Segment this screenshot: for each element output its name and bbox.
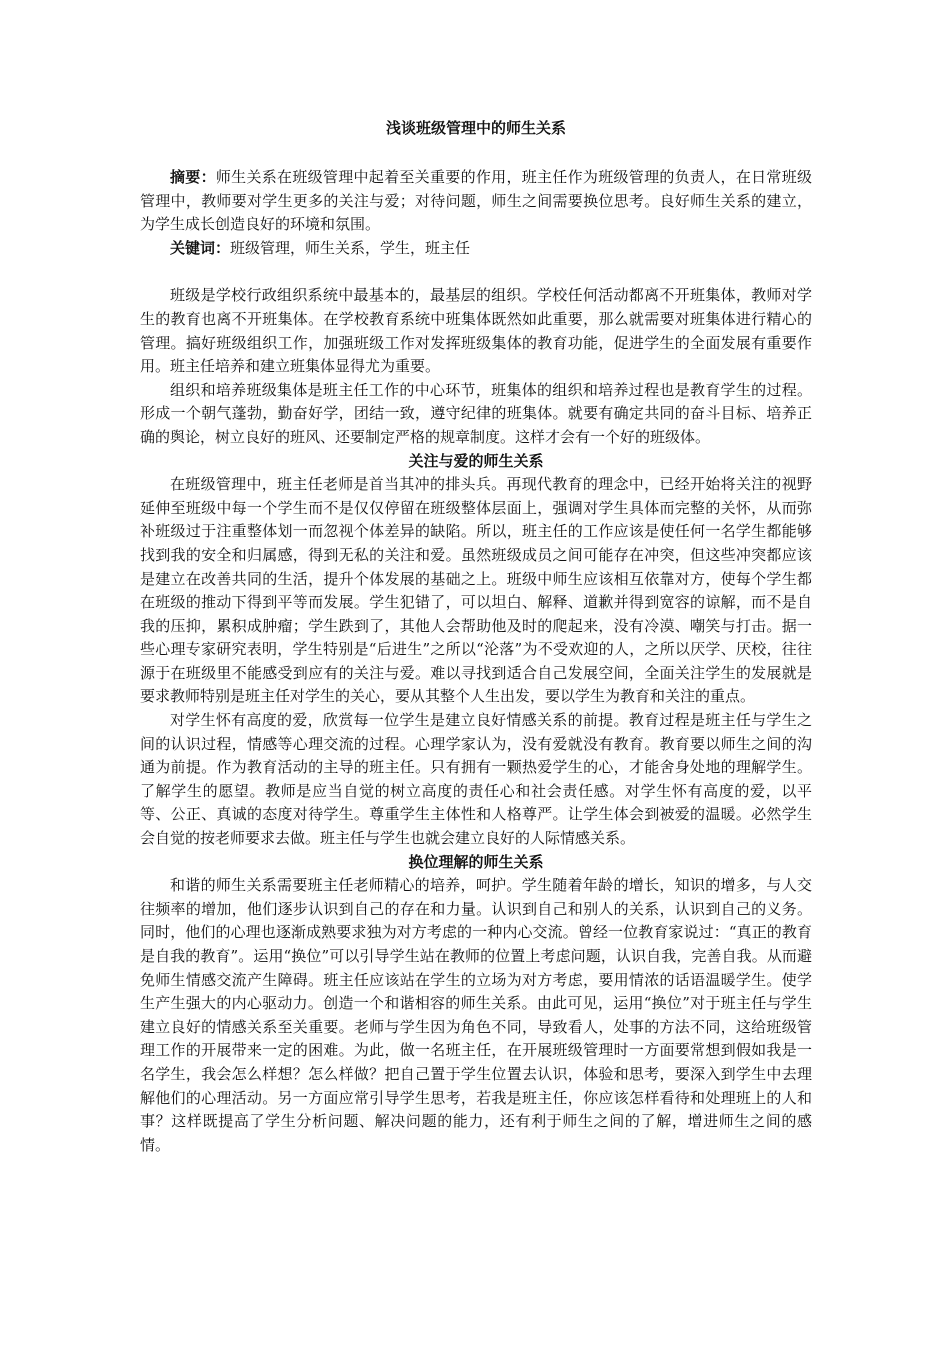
document-title: 浅谈班级管理中的师生关系 (385, 119, 566, 137)
keywords-label: 关键词： (170, 238, 231, 257)
body-paragraph-intro-2: 组织和培养班级集体是班主任工作的中心环节，班集体的组织和培养过程也是教育学生的过程。形成一个朝气蓬勃，勤奋好学，团结一致，遵守纪律的班集体。就要有确定共同的奋斗目标、培养正确的舆论，树立良好的班风、还要制定严格的规章制度。这样才会有一个好的班级体。 (140, 380, 812, 446)
abstract-text: 师生关系在班级管理中起着至关重要的作用，班主任作为班级管理的负责人，在日常班级管理中，教师要对学生更多的关注与爱；对待问题，师生之间需要换位思考。良好师生关系的建立，为学生成长创造良好的环境和氛围。 (140, 168, 812, 234)
body-paragraph-section1-2: 对学生怀有高度的爱，欣赏每一位学生是建立良好情感关系的前提。教育过程是班主任与学生之间的认识过程，情感等心理交流的过程。心理学家认为，没有爱就没有教育。教育要以师生之间的沟通为前提。作为教育活动的主导的班主任。只有拥有一颗热爱学生的心，才能舍身处地的理解学生。了解学生的愿望。教师是应当自觉的树立高度的责任心和社会责任感。对学生怀有高度的爱，以平等、公正、真诚的态度对待学生。尊重学生主体性和人格尊严。让学生体会到被爱的温暖。必然学生会自觉的按老师要求去做。班主任与学生也就会建立良好的人际情感关系。 (140, 711, 812, 848)
body-paragraph-intro-1: 班级是学校行政组织系统中最基本的，最基层的组织。学校任何活动都离不开班集体，教师对学生的教育也离不开班集体。在学校教育系统中班集体既然如此重要，那么就需要对班集体进行精心的管理。搞好班级组织工作，加强班级工作对发挥班级集体的教育功能，促进学生的全面发展有重要作用。班主任培养和建立班集体显得尤为重要。 (140, 286, 812, 376)
spacer (140, 260, 812, 284)
document-page (140, 116, 812, 1157)
section-heading-empathy: 换位理解的师生关系 (408, 852, 544, 871)
abstract-paragraph (140, 166, 812, 237)
keywords-text: 班级管理，师生关系，学生，班主任 (230, 238, 471, 257)
keywords-paragraph (140, 237, 812, 261)
abstract-label: 摘要： (170, 168, 216, 186)
section-heading-care-and-love: 关注与爱的师生关系 (408, 451, 544, 470)
body-paragraph-section2-1: 和谐的师生关系需要班主任老师精心的培养，呵护。学生随着年龄的增长，知识的增多，与人交往频率的增加，他们逐步认识到自己的存在和力量。认识到自己和别人的关系，认识到自己的义务。同时，他们的心理也逐渐成熟要求独为对方考虑的一种内心交流。曾经一位教育家说过：“真正的教育是自我的教育”。运用“换位”可以引导学生站在教师的位置上考虑问题，认识自我，完善自我。从而避免师生情感交流产生障碍。班主任应该站在学生的立场为对方考虑，要用情浓的话语温暖学生。使学生产生强大的内心驱动力。创造一个和谐相容的师生关系。由此可见，运用“换位”对于班主任与学生建立良好的情感关系至关重要。老师与学生因为角色不同，导致看人，处事的方法不同，这给班级管理工作的开展带来一定的困难。为此，做一名班主任，在开展班级管理时一方面要常想到假如我是一名学生，我会怎么样想？怎么样做？把自己置于学生位置去认识，体验和思考，要深入到学生中去理解他们的心理活动。另一方面应常引导学生思考，若我是班主任，你应该怎样看待和处理班上的人和事？这样既提高了学生分析问题、解决问题的能力，还有利于师生之间的了解，增进师生之间的感情。 (140, 876, 812, 1154)
body-paragraph-section1-1: 在班级管理中，班主任老师是首当其冲的排头兵。再现代教育的理念中，已经开始将关注的视野延伸至班级中每一个学生而不是仅仅停留在班级整体层面上，强调对学生具体而完整的关怀，从而弥补班级过于注重整体划一而忽视个体差异的缺陷。所以，班主任的工作应该是使任何一名学生都能够找到我的安全和归属感，得到无私的关注和爱。虽然班级成员之间可能存在冲突，但这些冲突都应该是建立在改善共同的生活，提升个体发展的基础之上。班级中师生应该相互依靠对方，使每个学生都在班级的推动下得到平等而发展。学生犯错了，可以坦白、解释、道歉并得到宽容的谅解，而不是自我的压抑，累积成肿瘤；学生跌到了，其他人会帮助他及时的爬起来，没有冷漠、嘲笑与打击。据一些心理专家研究表明，学生特别是“后进生”之所以“沦落”为不受欢迎的人，之所以厌学、厌校，往往源于在班级里不能感受到应有的关注与爱。难以寻找到适合自己发展空间，全面关注学生的发展就是要求教师特别是班主任对学生的关心，要从其整个人生出发，要以学生为教育和关注的重点。 (140, 475, 812, 706)
